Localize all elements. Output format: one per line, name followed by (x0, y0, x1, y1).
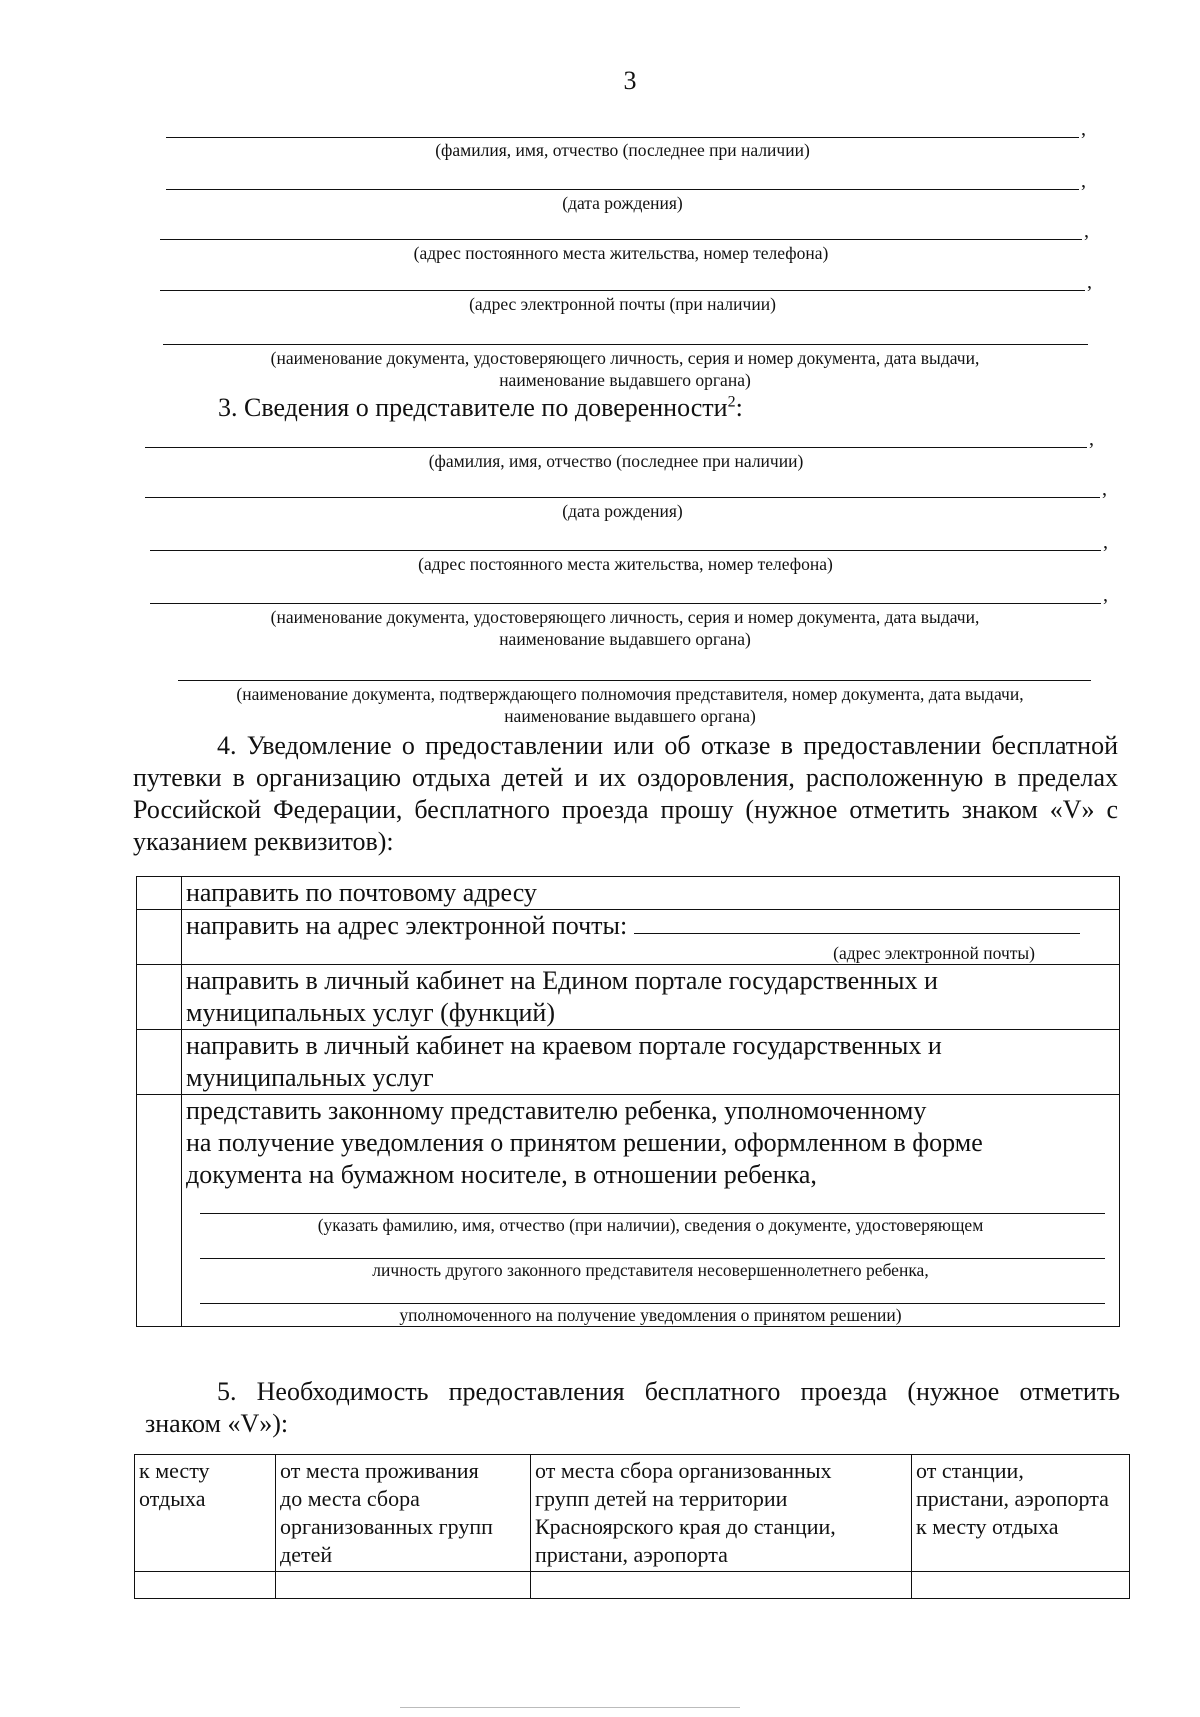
caption-line: наименование выдавшего органа) (499, 370, 751, 390)
section4-paragraph (133, 730, 1118, 858)
cell-line: к месту (139, 1458, 210, 1483)
transport-col-to-rest (135, 1455, 276, 1572)
option-label-krai-portal (182, 1030, 1120, 1095)
proxy-fullname-caption: (фамилия, имя, отчество (последнее при наличии) (428, 451, 804, 471)
transport-col-gathering-to-station (531, 1455, 912, 1572)
comma: , (1102, 478, 1107, 500)
cell-line: групп детей на территории (535, 1486, 788, 1511)
option-text-line: муниципальных услуг (186, 1063, 434, 1092)
cell-line: пристани, аэропорта (916, 1486, 1109, 1511)
cell-line: Красноярского края до станции, (535, 1514, 836, 1539)
transport-mark-gathering-to-station[interactable] (531, 1572, 912, 1599)
caption-line: (наименование документа, удостоверяющего личность, серия и номер документа, дата выдачи, (270, 607, 980, 627)
transport-mark-home-to-gathering[interactable] (276, 1572, 531, 1599)
cell-line: к месту отдыха (916, 1514, 1059, 1539)
footer-separator (400, 1707, 740, 1708)
applicant-birthdate-line[interactable] (166, 189, 1079, 190)
comma: , (1089, 428, 1094, 450)
option-checkbox-gosuslugi[interactable] (137, 965, 182, 1030)
proxy-fullname-line[interactable] (145, 447, 1087, 448)
caption-line: (наименование документа, подтверждающего полномочия представителя, номер документа, дата выдачи, (236, 684, 1024, 704)
page-number: 3 (623, 66, 637, 95)
representative-info-caption-1: (указать фамилию, имя, отчество (при наличии), сведения о документе, удостоверяющем (317, 1215, 984, 1235)
comma: , (1087, 271, 1092, 293)
footnote-mark: 2 (727, 393, 736, 411)
cell-line: организованных групп (280, 1514, 493, 1539)
transport-marks-row (135, 1572, 1130, 1599)
option-label-post: направить по почтовому адресу (182, 877, 1120, 910)
option-label-gosuslugi (182, 965, 1120, 1030)
applicant-address-line[interactable] (160, 239, 1082, 240)
cell-line: до места сбора (280, 1486, 420, 1511)
applicant-id-document-caption (140, 347, 1110, 391)
email-address-input-line[interactable] (634, 911, 1080, 934)
section5-paragraph (145, 1376, 1120, 1440)
option-checkbox-krai-portal[interactable] (137, 1030, 182, 1095)
proxy-address-line[interactable] (150, 550, 1101, 551)
applicant-fullname-line[interactable] (166, 137, 1079, 138)
cell-line: от станции, (916, 1458, 1024, 1483)
option-text-line: направить в личный кабинет на Едином портале государственных и (186, 966, 938, 995)
applicant-birthdate-caption: (дата рождения) (562, 193, 683, 213)
proxy-id-document-line[interactable] (150, 603, 1101, 604)
option-email-cell (182, 910, 1120, 965)
comma: , (1103, 584, 1108, 606)
applicant-address-caption: (адрес постоянного места жительства, номер телефона) (413, 243, 829, 263)
section4-text: 4. Уведомление о предоставлении или об отказе в предоставлении бесплатной путевки в организацию отдыха детей и их оздоровления, расположенную в пределах Российской Федерации, бесплатного проезда прошу (нужное отметить знаком «V» с указанием реквизитов): (133, 731, 1118, 856)
comma: , (1084, 220, 1089, 242)
transport-header-row (135, 1455, 1130, 1572)
option-text-line: направить в личный кабинет на краевом портале государственных и (186, 1031, 942, 1060)
option-checkbox-paper[interactable] (137, 1095, 182, 1327)
option-email-row (186, 910, 1115, 942)
representative-info-caption-2: личность другого законного представителя несовершеннолетнего ребенка, (372, 1260, 929, 1280)
transport-col-station-to-rest (912, 1455, 1130, 1572)
cell-line: детей (280, 1542, 333, 1567)
applicant-email-line[interactable] (160, 290, 1085, 291)
option-row-post (137, 877, 1120, 910)
section3-heading (218, 393, 743, 423)
proxy-authority-document-caption (130, 683, 1130, 727)
option-row-email (137, 910, 1120, 965)
option-text-line: муниципальных услуг (функций) (186, 998, 555, 1027)
cell-line: пристани, аэропорта (535, 1542, 728, 1567)
caption-line: наименование выдавшего органа) (499, 629, 751, 649)
option-text-line: на получение уведомления о принятом решении, оформленном в форме (186, 1128, 983, 1157)
heading-colon: : (735, 393, 743, 422)
proxy-birthdate-caption: (дата рождения) (562, 501, 683, 521)
applicant-fullname-caption: (фамилия, имя, отчество (последнее при наличии) (435, 140, 810, 160)
email-address-caption: (адрес электронной почты) (833, 943, 1035, 963)
option-row-gosuslugi (137, 965, 1120, 1030)
applicant-id-document-line[interactable] (163, 344, 1088, 345)
transport-col-home-to-gathering (276, 1455, 531, 1572)
comma: , (1081, 118, 1086, 140)
applicant-email-caption: (адрес электронной почты (при наличии) (469, 294, 776, 314)
section3-heading-text: 3. Сведения о представителе по доверенности (218, 393, 728, 422)
caption-line: (наименование документа, удостоверяющего личность, серия и номер документа, дата выдачи, (270, 348, 980, 368)
option-row-krai-portal (137, 1030, 1120, 1095)
option-label-email: направить на адрес электронной почты: (186, 911, 628, 940)
option-row-paper (137, 1095, 1120, 1327)
option-text-line: документа на бумажном носителе, в отношении ребенка, (186, 1160, 817, 1189)
proxy-id-document-caption (140, 606, 1110, 650)
cell-line: от места сбора организованных (535, 1458, 832, 1483)
representative-info-caption-3: уполномоченного на получение уведомления о принятом решении) (399, 1305, 902, 1325)
option-checkbox-email[interactable] (137, 910, 182, 965)
cell-line: от места проживания (280, 1458, 479, 1483)
proxy-birthdate-line[interactable] (145, 497, 1100, 498)
caption-line: наименование выдавшего органа) (504, 706, 756, 726)
comma: , (1103, 531, 1108, 553)
proxy-authority-document-line[interactable] (178, 680, 1091, 681)
transport-mark-station-to-rest[interactable] (912, 1572, 1130, 1599)
transport-table (134, 1454, 1130, 1599)
section5-text: 5. Необходимость предоставления бесплатного проезда (нужное отметить знаком «V»): (145, 1377, 1120, 1438)
cell-line: отдыха (139, 1486, 206, 1511)
option-text-line: представить законному представителю ребенка, уполномоченному (186, 1096, 927, 1125)
notification-options-table (136, 876, 1120, 1327)
option-label-paper (182, 1095, 1120, 1327)
comma: , (1081, 170, 1086, 192)
transport-mark-to-rest[interactable] (135, 1572, 276, 1599)
proxy-address-caption: (адрес постоянного места жительства, номер телефона) (418, 554, 833, 574)
option-checkbox-post[interactable] (137, 877, 182, 910)
